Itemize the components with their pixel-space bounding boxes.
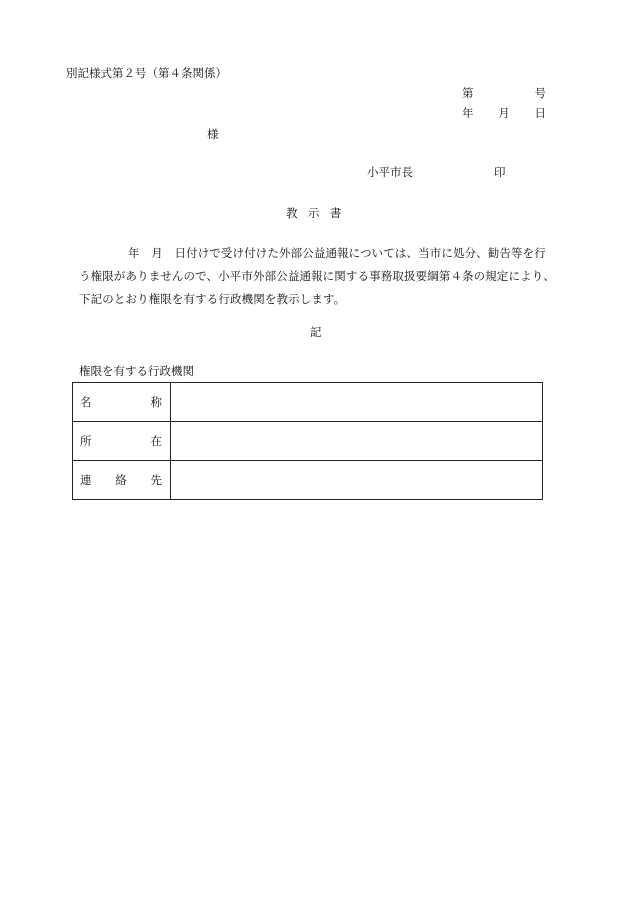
document-date [462,108,546,120]
row-label: 連 絡 先 [73,461,171,500]
issuer: 小平市長 [367,165,413,179]
ki-heading: 記 [310,325,322,339]
addressee: 様 [207,127,219,141]
document-number-suffix: 号 [534,86,546,100]
body-paragraph: 年 月 日付けで受け付けた外部公益通報については、当市に処分、勧告等を行う権限がありませんので、小平市外部公益通報に関する事務取扱要綱第４条の規定により、下記のとおり権限を有する行政機関を教示します。 [79,246,555,306]
table-row [73,461,543,500]
table-caption: 権限を有する行政機関 [79,364,194,378]
date-year: 年 [462,106,474,120]
date-month: 月 [498,106,510,120]
document-title: 教示書 [286,206,352,220]
table-row [73,383,543,422]
form-number: 別記様式第２号（第４条関係） [66,66,227,80]
agency-table [72,382,543,500]
name-value-cell [171,383,543,422]
contact-value-cell [171,461,543,500]
row-label: 名 称 [73,383,171,422]
document-number [462,88,546,100]
table-row [73,422,543,461]
row-label: 所 在 [73,422,171,461]
document-number-prefix: 第 [462,86,474,100]
date-day: 日 [534,106,546,120]
seal-mark: 印 [494,165,506,179]
location-value-cell [171,422,543,461]
